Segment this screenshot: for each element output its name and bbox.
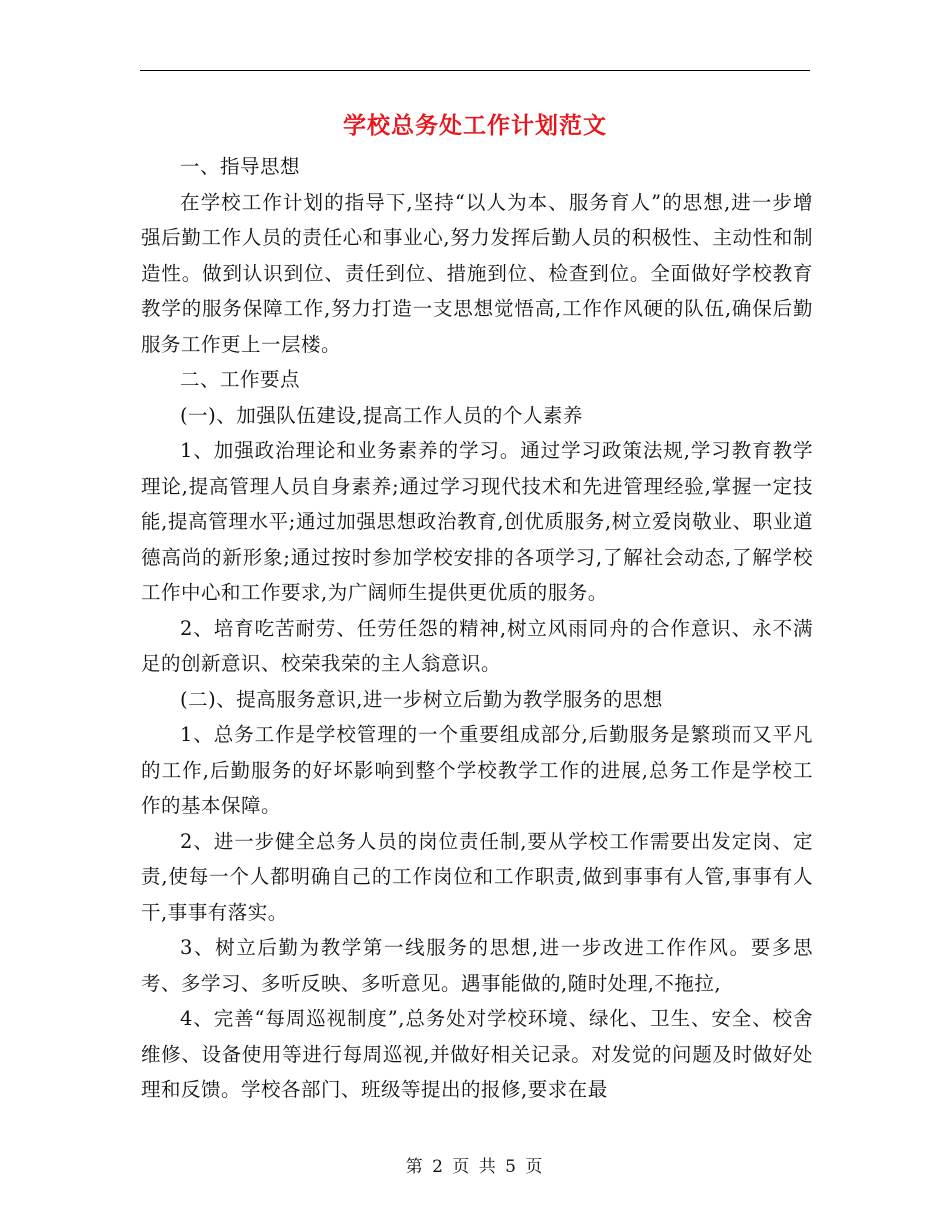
header-rule (140, 70, 810, 71)
paragraph: 2、培育吃苦耐劳、任劳任怨的精神,树立风雨同舟的合作意识、永不满足的创新意识、校荣我荣的主人翁意识。 (141, 616, 813, 675)
paragraph: 在学校工作计划的指导下,坚持“以人为本、服务育人”的思想,进一步增强后勤工作人员的责任心和事业心,努力发挥后勤人员的积极性、主动性和制造性。做到认识到位、责任到位、措施到位、检查到位。全面做好学校教育教学的服务保障工作,努力打造一支思想觉悟高,工作作风硬的队伍,确保后勤服务工作更上一层楼。 (141, 190, 813, 356)
paragraph: 2、进一步健全总务人员的岗位责任制,要从学校工作需要出发定岗、定责,使每一个人都明确自己的工作岗位和工作职责,做到事事有人管,事事有人干,事事有落实。 (141, 829, 813, 924)
page-number: 第 2 页 共 5 页 (405, 1157, 545, 1177)
paragraph: 1、加强政治理论和业务素养的学习。通过学习政策法规,学习教育教学理论,提高管理人员自身素养;通过学习现代技术和先进管理经验,掌握一定技能,提高管理水平;通过加强思想政治教育,创优质服务,树立爱岗敬业、职业道德高尚的新形象;通过按时参加学校安排的各项学习,了解社会动态,了解学校工作中心和工作要求,为广阔师生提供更优质的服务。 (141, 439, 813, 604)
paragraph: 1、总务工作是学校管理的一个重要组成部分,后勤服务是繁琐而又平凡的工作,后勤服务的好坏影响到整个学校教学工作的进展,总务工作是学校工作的基本保障。 (141, 723, 813, 817)
document-title: 学校总务处工作计划范文 (343, 112, 607, 139)
section-heading-work-points: 二、工作要点 (180, 368, 301, 391)
section-heading-guiding-ideology: 一、指导思想 (180, 155, 301, 178)
paragraph: 4、完善“每周巡视制度”,总务处对学校环境、绿化、卫生、安全、校舍维修、设备使用等进行每周巡视,并做好相关记录。对发觉的问题及时做好处理和反馈。学校各部门、班级等提出的报修,要求在最 (141, 1007, 813, 1101)
subsection-heading: (一)、加强队伍建设,提高工作人员的个人素养 (180, 403, 583, 427)
document-body (141, 149, 813, 1108)
paragraph: 3、树立后勤为教学第一线服务的思想,进一步改进工作作风。要多思考、多学习、多听反映、多听意见。遇事能做的,随时处理,不拖拉, (141, 936, 813, 995)
subsection-heading: (二)、提高服务意识,进一步树立后勤为教学服务的思想 (180, 687, 663, 711)
